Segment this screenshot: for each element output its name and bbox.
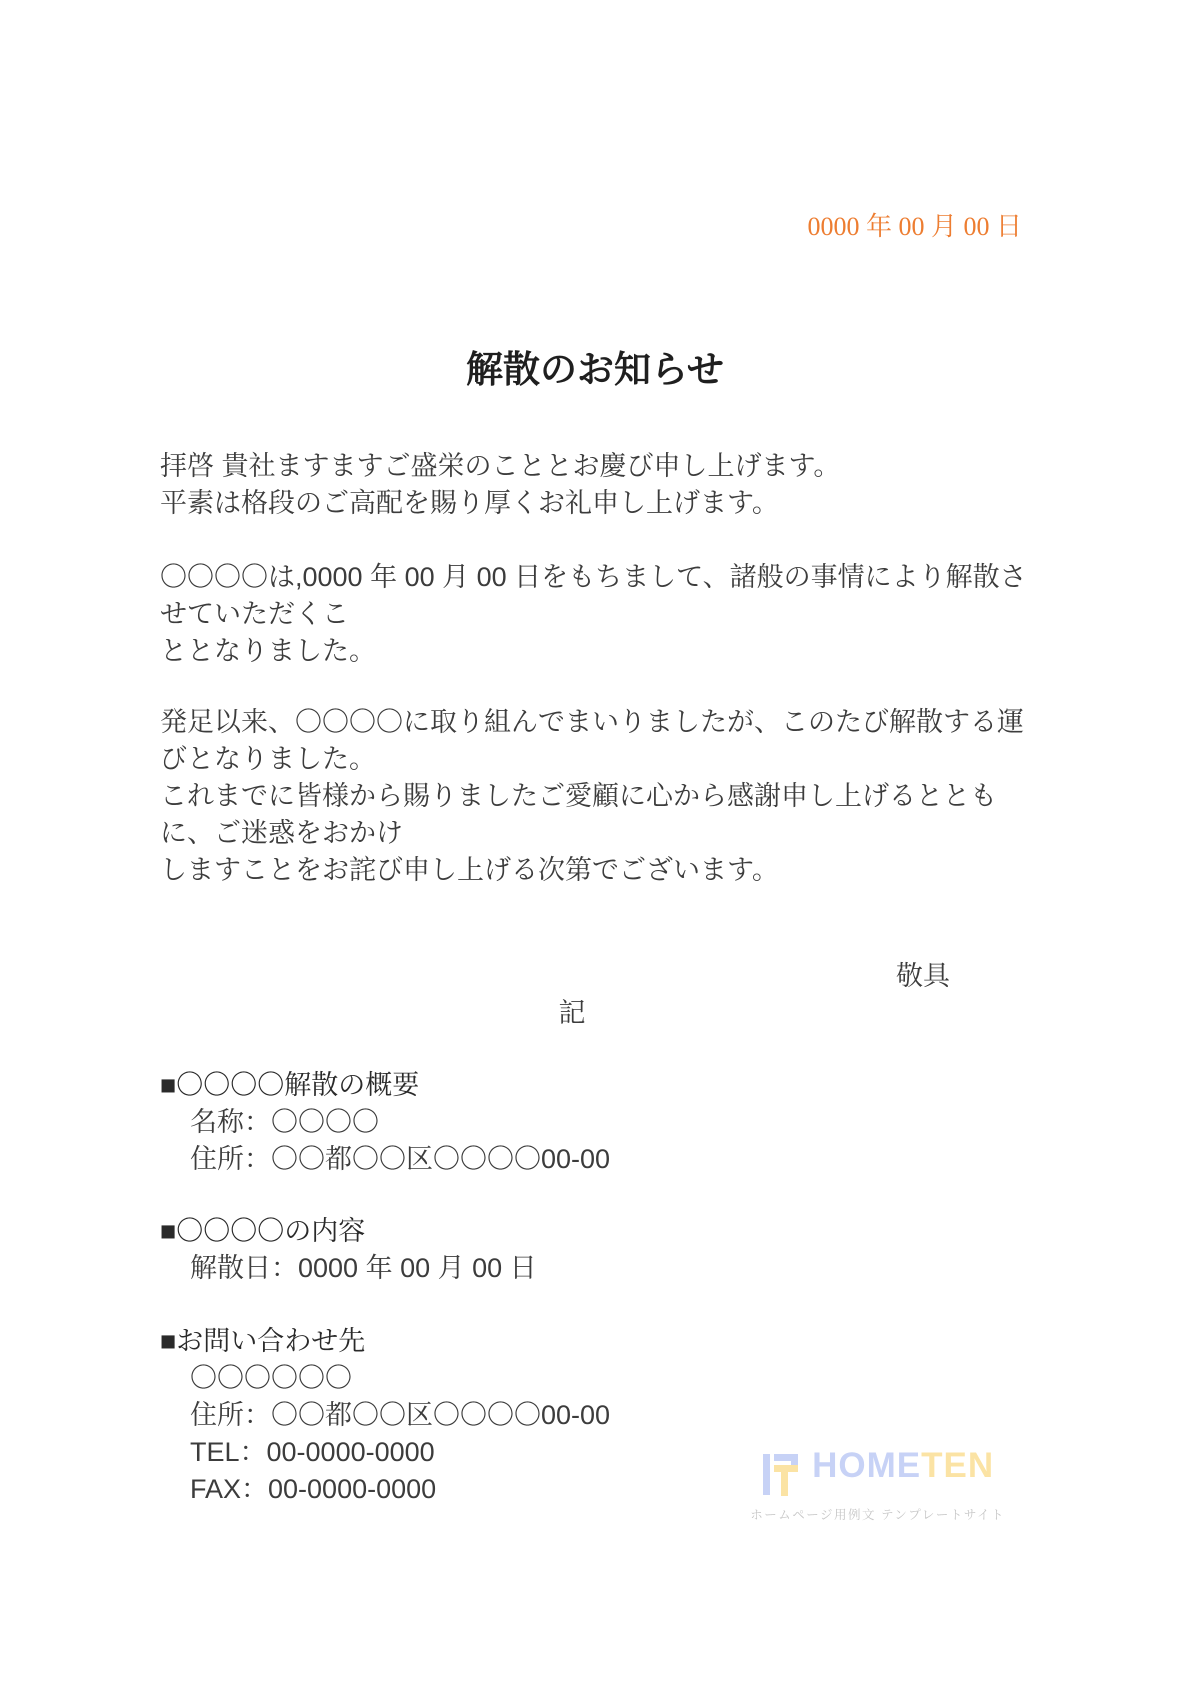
section-line: TEL：00-0000-0000 xyxy=(190,1437,435,1467)
body-line: これまでに皆様から賜りましたご愛顧に心から感謝申し上げるとともに、ご迷惑をおかけ xyxy=(160,781,997,848)
section-line: 解散日：0000 年 00 月 00 日 xyxy=(190,1253,537,1283)
section-line: 名称：〇〇〇〇 xyxy=(190,1107,379,1137)
hometen-logo-row xyxy=(750,1446,1005,1501)
section-line: FAX：00-0000-0000 xyxy=(190,1474,437,1504)
body-line: ととなりました。 xyxy=(160,636,376,666)
body-line: 発足以来、〇〇〇〇に取り組んでまいりましたが、このたび解散する運びとなりました。 xyxy=(160,707,1024,774)
section-line: 住所：〇〇都〇〇区〇〇〇〇00-00 xyxy=(190,1400,611,1430)
section-dissolution-summary xyxy=(160,1067,1030,1178)
wordmark-ten: TEN xyxy=(921,1446,995,1485)
hometen-wordmark xyxy=(812,1446,994,1486)
body-line: 〇〇〇〇は,0000 年 00 月 00 日をもちまして、諸般の事情により解散させていただくこ xyxy=(160,562,1027,629)
record-marker-ki: 記 xyxy=(558,998,586,1028)
page-title: 解散のお知らせ xyxy=(466,350,724,391)
greeting-line: 平素は格段のご高配を賜り厚くお礼申し上げます。 xyxy=(160,488,779,518)
closing-keigu: 敬具 xyxy=(896,961,950,991)
greeting-line: 拝啓 貴社ますますご盛栄のこととお慶び申し上げます。 xyxy=(160,451,841,481)
dissolution-paragraph xyxy=(160,559,1030,670)
hometen-tagline: ホームページ用例文 テンプレートサイト xyxy=(750,1508,1005,1522)
hometen-logo-icon xyxy=(761,1446,803,1501)
document-date: 0000 年 00 月 00 日 xyxy=(807,212,1022,241)
section-heading: ■〇〇〇〇解散の概要 xyxy=(160,1070,420,1100)
section-dissolution-details xyxy=(160,1213,1030,1287)
section-heading: ■お問い合わせ先 xyxy=(160,1326,366,1356)
body-line: しますことをお詫び申し上げる次第でございます。 xyxy=(160,855,779,885)
hometen-logo[interactable] xyxy=(750,1446,1005,1523)
gratitude-paragraph xyxy=(160,704,1030,889)
wordmark-home: HOME xyxy=(812,1446,922,1485)
section-heading: ■〇〇〇〇の内容 xyxy=(160,1216,366,1246)
section-line: 住所：〇〇都〇〇区〇〇〇〇00-00 xyxy=(190,1144,611,1174)
section-line: 〇〇〇〇〇〇 xyxy=(190,1363,352,1393)
greeting-paragraph xyxy=(160,448,1030,522)
